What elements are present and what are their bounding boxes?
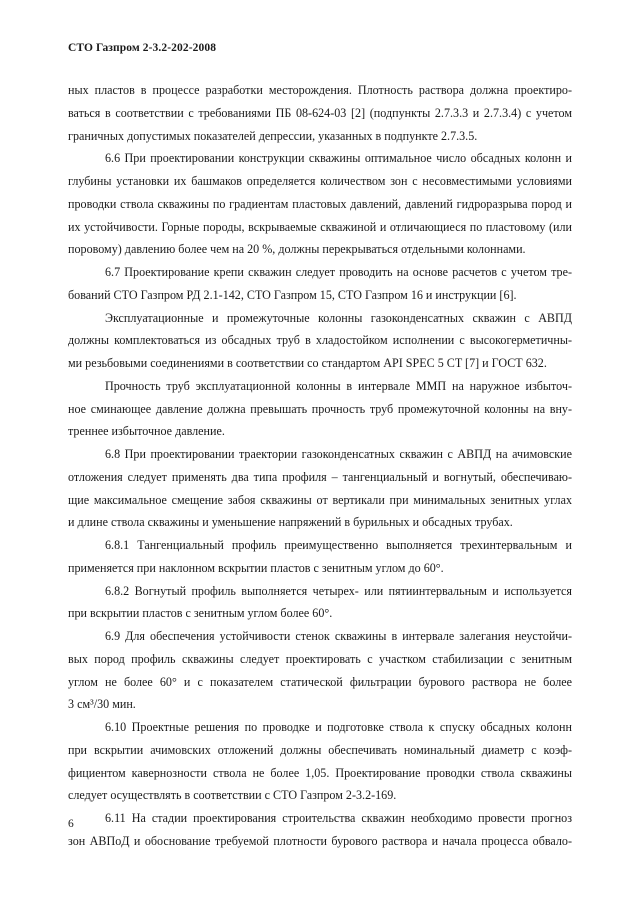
text-line: углом не более 60° и с показателем статической фильтрации бурового раствора не более <box>68 674 572 689</box>
text-line: должны комплектоваться из обсадных труб в хладостойком исполнении с высокогерметичны- <box>68 333 572 348</box>
text-line: следует осуществлять в соответствии с СТО Газпром 2-3.2-169. <box>68 788 397 803</box>
text-line: фициентом кавернозности ствола не более 1,05. Проектирование проводки ствола скважины <box>68 765 572 780</box>
page-number: 6 <box>68 818 74 830</box>
text-line: ми резьбовыми соединениями в соответствии со стандартом API SPEC 5 CT [7] и ГОСТ 632. <box>68 356 547 370</box>
text-line: 6.10 Проектные решения по проводке и подготовке ствола к спуску обсадных колонн <box>105 720 572 734</box>
text-line: проводки ствола скважины по градиентам пластовых давлений, давлений гидроразрыва пород и <box>68 196 572 211</box>
text-line: их устойчивости. Горные породы, вскрываемые скважиной и отличающиеся по пластовому (или <box>68 219 572 234</box>
text-line: зон АВПоД и обоснование требуемой плотности бурового раствора и начала процесса обвало- <box>68 833 572 848</box>
text-line: Прочность труб эксплуатационной колонны в интервале ММП на наружное избыточ- <box>105 378 572 393</box>
text-line: 6.8.1 Тангенциальный профиль преимущественно выполняется трехинтервальным и <box>105 538 572 552</box>
text-line: при вскрытии ачимовских отложений должны обеспечивать номинальный диаметр с коэф- <box>68 742 572 757</box>
text-line: 3 см³/30 мин. <box>68 697 136 712</box>
text-line: 6.8.2 Вогнутый профиль выполняется четырех- или пятиинтервальным и используется <box>105 583 572 598</box>
text-line: 6.7 Проектирование крепи скважин следует проводить на основе расчетов с учетом тре- <box>105 265 572 279</box>
text-line: применяется при наклонном вскрытии пластов с зенитным углом до 60°. <box>68 560 444 575</box>
text-line: ных пластов в процессе разработки месторождения. Плотность раствора должна проектиро- <box>68 83 572 97</box>
text-line: граничных допустимых показателей депрессии, указанных в подпункте 2.7.3.5. <box>68 128 478 143</box>
text-line: 6.11 На стадии проектирования строительства скважин необходимо провести прогноз <box>105 811 572 825</box>
text-line: вых пород профиль скважины следует проектировать с участком стабилизации с зенитным <box>68 651 572 666</box>
text-line: отложения следует применять два типа профиля – тангенциальный и вогнутый, обеспечиваю- <box>68 469 572 484</box>
text-line: 6.9 Для обеспечения устойчивости стенок скважины в интервале залегания неустойчи- <box>105 629 572 643</box>
text-line: при вскрытии пластов с зенитным углом более 60°. <box>68 606 333 621</box>
text-line: и длине ствола скважины и уменьшение напряжений в бурильных и обсадных трубах. <box>68 515 513 530</box>
text-line: глубины установки их башмаков определяется количеством зон с несовместимыми условиями <box>68 174 572 188</box>
text-line: 6.8 При проектировании траектории газоконденсатных скважин с АВПД на ачимовские <box>105 447 572 461</box>
text-line: 6.6 При проектировании конструкции скважины оптимальное число обсадных колонн и <box>105 151 572 166</box>
text-line: Эксплуатационные и промежуточные колонны газоконденсатных скважин с АВПД <box>105 310 572 325</box>
text-line: ваться в соответствии с требованиями ПБ 08-624-03 [2] (подпункты 2.7.3.3 и 2.7.3.4) с учетом <box>68 105 572 120</box>
text-line: бований СТО Газпром РД 2.1-142, СТО Газпром 15, СТО Газпром 16 и инструкции [6]. <box>68 287 517 302</box>
text-line: ное сминающее давление должна превышать прочность труб промежуточной колонны на вну- <box>68 401 572 416</box>
body-text <box>68 79 572 853</box>
document-header: СТО Газпром 2-3.2-202-2008 <box>68 42 217 54</box>
text-line: щие максимальное смещение забоя скважины от вертикали при минимальных зенитных углах <box>68 492 572 507</box>
text-line: треннее избыточное давление. <box>68 424 225 439</box>
text-line: поровому) давлению более чем на 20 %, должны перекрываться отдельными колоннами. <box>68 242 526 257</box>
